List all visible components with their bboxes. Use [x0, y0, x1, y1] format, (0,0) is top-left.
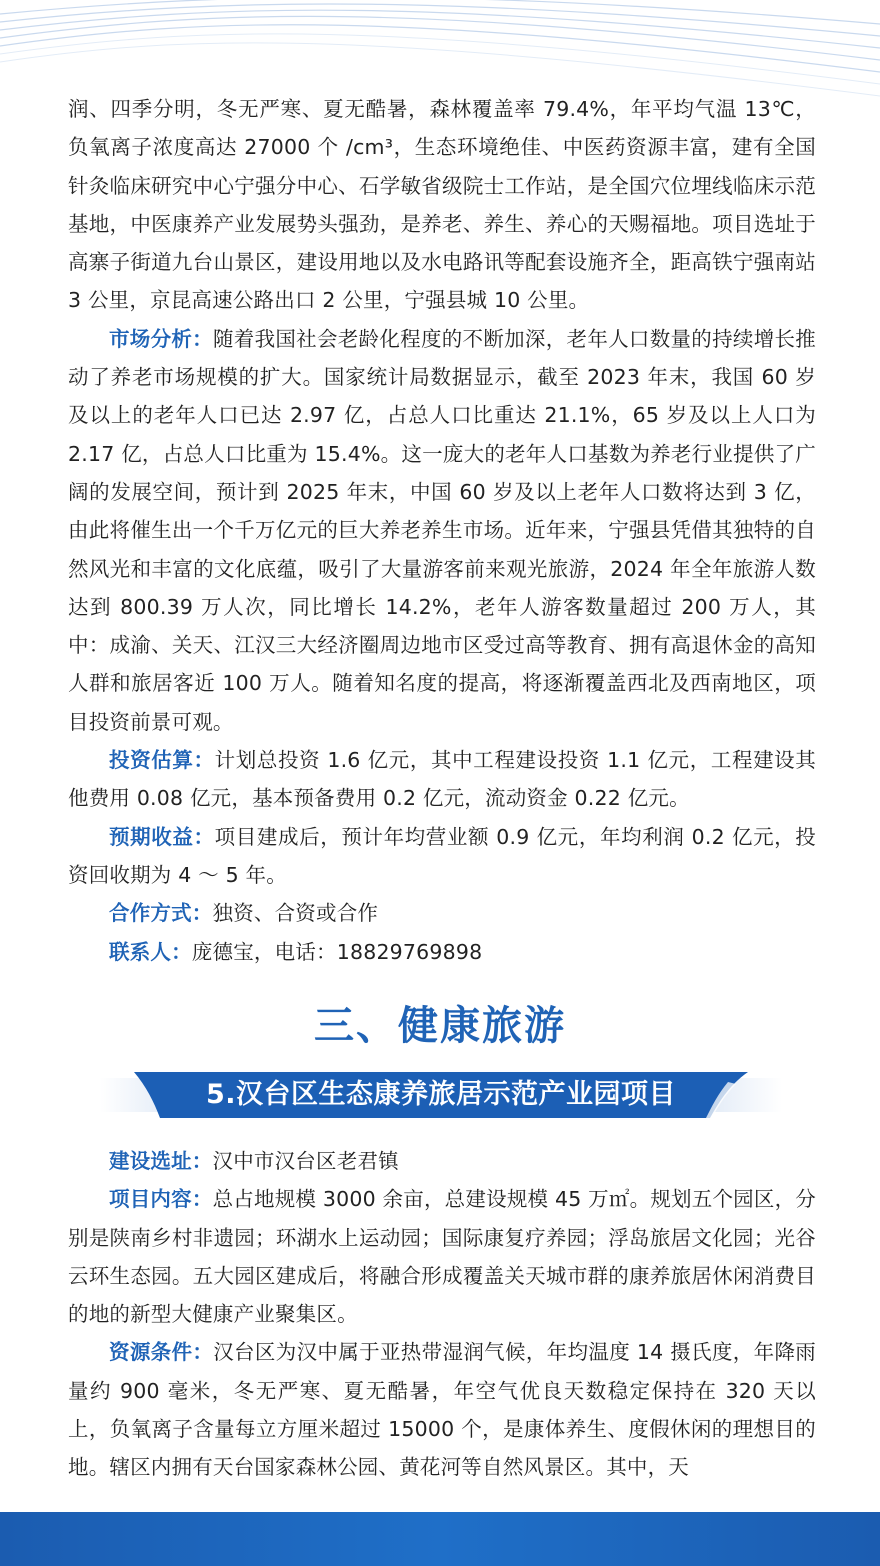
- project-content-paragraph: [68, 1180, 816, 1333]
- resource-label: 资源条件：: [109, 1340, 214, 1365]
- market-analysis-label: 市场分析：: [109, 326, 213, 351]
- resource-text: 汉台区为汉中属于亚热带湿润气候，年均温度 14 摄氏度，年降雨量约 900 毫米，冬无严寒、夏无酷暑，年空气优良天数稳定保持在 320 天以上，负氧离子含量每立方厘米超过 15000 个，是康体养生、度假休闲的理想目的地。辖区内拥有天台国家森林公园、黄花河等自然风景区。其中，天: [68, 1340, 816, 1480]
- investment-label: 投资估算：: [109, 748, 215, 773]
- returns-text: 项目建成后，预计年均营业额 0.9 亿元，年均利润 0.2 亿元，投资回收期为 4 ～ 5 年。: [68, 824, 817, 887]
- contact-text: 庞德宝，电话：18829769898: [191, 939, 483, 964]
- project-content-label: 项目内容：: [109, 1187, 213, 1212]
- resource-paragraph: [68, 1333, 816, 1486]
- article-body-bottom: [68, 1142, 816, 1487]
- cooperation-paragraph: [68, 894, 816, 932]
- market-analysis-text: 随着我国社会老龄化程度的不断加深，老年人口数量的持续增长推动了养老市场规模的扩大。国家统计局数据显示，截至 2023 年末，我国 60 岁及以上的老年人口已达 2.97 亿，占总人口比重达 21.1%，65 岁及以上人口为 2.17 亿，占总人口比重为 15.4%。这一庞大的老年人口基数为养老行业提供了广阔的发展空间，预计到 2025 年末，中国 60 岁及以上老年人口数将达到 3 亿，由此将催生出一个千万亿元的巨大养老养生市场。近年来，宁强县凭借其独特的自然风光和丰富的文化底蕴，吸引了大量游客前来观光旅游，2024 年全年旅游人数达到 800.39 万人次，同比增长 14.2%，老年人游客数量超过 200 万人，其中：成渝、关天、江汉三大经济圈周边地市区受过高等教育、拥有高退休金的高知人群和旅居客近 100 万人。随着知名度的提高，将逐渐覆盖西北及西南地区，项目投资前景可观。: [68, 326, 816, 734]
- article-body-top: [68, 90, 816, 971]
- project-title-banner: [100, 1072, 782, 1118]
- market-analysis-paragraph: [68, 320, 816, 741]
- returns-label: 预期收益：: [109, 824, 215, 849]
- continuation-paragraph: 润、四季分明，冬无严寒、夏无酷暑，森林覆盖率 79.4%，年平均气温 13℃，负氧离子浓度高达 27000 个 /cm³，生态环境绝佳、中医药资源丰富，建有全国针灸临床研究中心宁强分中心、石学敏省级院士工作站，是全国穴位埋线临床示范基地，中医康养产业发展势头强劲，是养老、养生、养心的天赐福地。项目选址于高寨子街道九台山景区，建设用地以及水电路讯等配套设施齐全，距高铁宁强南站 3 公里，京昆高速公路出口 2 公里，宁强县城 10 公里。: [68, 97, 816, 313]
- investment-paragraph: [68, 741, 816, 818]
- footer-bar: [0, 1512, 880, 1566]
- project-content-text: 总占地规模 3000 余亩，总建设规模 45 万㎡。规划五个园区，分别是陕南乡村非遗园；环湖水上运动园；国际康复疗养园；浮岛旅居文化园；光谷云环生态园。五大园区建成后，将融合形成覆盖关天城市群的康养旅居休闲消费目的地的新型大健康产业聚集区。: [68, 1187, 816, 1327]
- returns-paragraph: [68, 818, 816, 895]
- section-title: 三、健康旅游: [314, 1002, 566, 1049]
- investment-text: 计划总投资 1.6 亿元，其中工程建设投资 1.1 亿元，工程建设其他费用 0.08 亿元，基本预备费用 0.2 亿元，流动资金 0.22 亿元。: [68, 748, 817, 811]
- contact-paragraph: [68, 933, 816, 971]
- contact-label: 联系人：: [109, 939, 192, 964]
- cooperation-label: 合作方式：: [109, 901, 213, 926]
- site-text: 汉中市汉台区老君镇: [212, 1149, 399, 1173]
- project-title: 5.汉台区生态康养旅居示范产业园项目: [205, 1079, 677, 1110]
- site-paragraph: [68, 1142, 816, 1180]
- site-label: 建设选址：: [109, 1149, 213, 1173]
- cooperation-text: 独资、合资或合作: [212, 901, 379, 926]
